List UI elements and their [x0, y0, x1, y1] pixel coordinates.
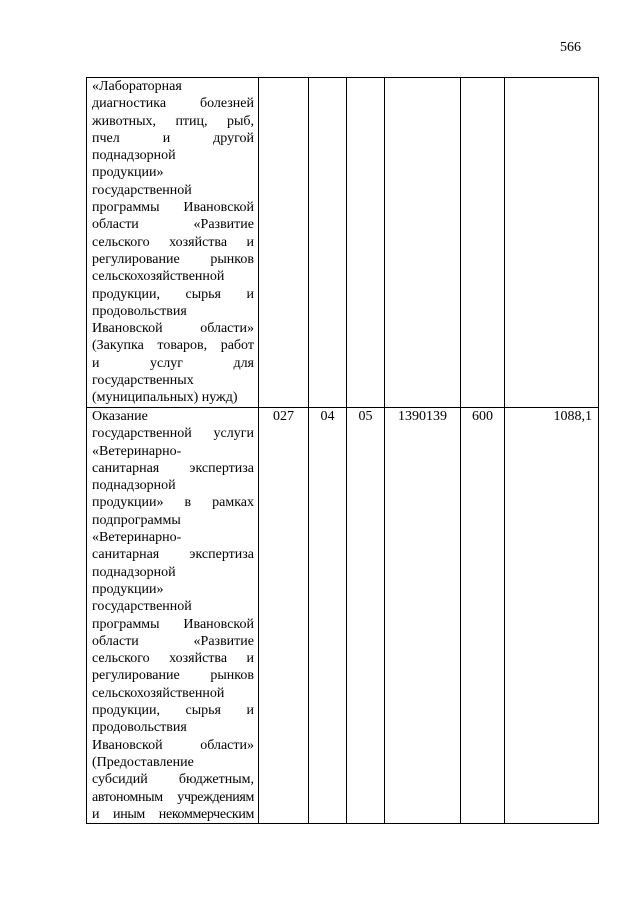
text-line: продукции»: [92, 581, 164, 597]
budget-table: [86, 77, 599, 824]
text-line: Оказание: [92, 409, 148, 424]
text-line: санитарная экспертиза: [92, 547, 254, 563]
text-line: и иным некоммерческим: [92, 806, 254, 822]
text-line: субсидий бюджетным,: [92, 772, 254, 788]
text-line: (Закупка товаров, работ: [92, 338, 254, 354]
text-line: (муниципальных) нужд): [92, 390, 238, 406]
text-line: продукции»: [92, 165, 164, 181]
text-line: сельскохозяйственной: [92, 269, 225, 285]
text-line: государственной: [92, 599, 192, 615]
description-cell: [87, 78, 259, 408]
target-article-cell: 1390139: [385, 408, 461, 824]
text-line: области «Развитие: [92, 217, 254, 233]
text-line: продукции, сырья и: [92, 286, 254, 302]
text-line: регулирование рынков: [92, 251, 254, 267]
text-line: продовольствия: [92, 303, 187, 319]
text-line: продовольствия: [92, 720, 187, 736]
target-article-cell: [385, 78, 461, 408]
text-line: государственной услуги: [92, 426, 254, 442]
section-cell: 04: [309, 408, 347, 824]
text-line: санитарная экспертиза: [92, 460, 254, 476]
text-line: программы Ивановской: [92, 200, 254, 216]
text-line: и услуг для: [92, 355, 254, 371]
text-line: (Предоставление: [92, 754, 194, 770]
text-line: продукции, сырья и: [92, 703, 254, 719]
table-row: [87, 78, 599, 408]
expense-type-cell: 600: [461, 408, 505, 824]
text-line: автономным учреждениям: [92, 789, 254, 805]
text-line: «Лабораторная: [92, 79, 182, 94]
amount-cell: 1088,1: [505, 408, 599, 824]
section-cell: [309, 78, 347, 408]
description-cell: [87, 408, 259, 824]
text-line: продукции» в рамках: [92, 495, 254, 511]
text-line: «Ветеринарно-: [92, 443, 182, 459]
expense-type-cell: [461, 78, 505, 408]
amount-cell: [505, 78, 599, 408]
text-line: программы Ивановской: [92, 616, 254, 632]
text-line: поднадзорной: [92, 478, 176, 494]
text-line: регулирование рынков: [92, 668, 254, 684]
subsection-cell: [347, 78, 385, 408]
text-line: сельского хозяйства и: [92, 234, 254, 250]
text-line: животных, птиц, рыб,: [92, 113, 254, 129]
admin-code-cell: 027: [259, 408, 309, 824]
text-line: государственных: [92, 373, 194, 389]
text-line: поднадзорной: [92, 148, 176, 164]
text-line: Ивановской области»: [92, 737, 254, 753]
admin-code-cell: [259, 78, 309, 408]
text-line: Ивановской области»: [92, 321, 254, 337]
text-line: диагностика болезней: [92, 96, 254, 112]
text-line: сельского хозяйства и: [92, 651, 254, 667]
text-line: государственной: [92, 182, 192, 198]
text-line: сельскохозяйственной: [92, 685, 225, 701]
text-line: поднадзорной: [92, 564, 176, 580]
table-row: [87, 408, 599, 824]
text-line: области «Развитие: [92, 633, 254, 649]
text-line: подпрограммы: [92, 512, 181, 528]
text-line: пчел и другой: [92, 130, 254, 146]
subsection-cell: 05: [347, 408, 385, 824]
text-line: «Ветеринарно-: [92, 530, 182, 546]
page-number: 566: [560, 40, 581, 55]
